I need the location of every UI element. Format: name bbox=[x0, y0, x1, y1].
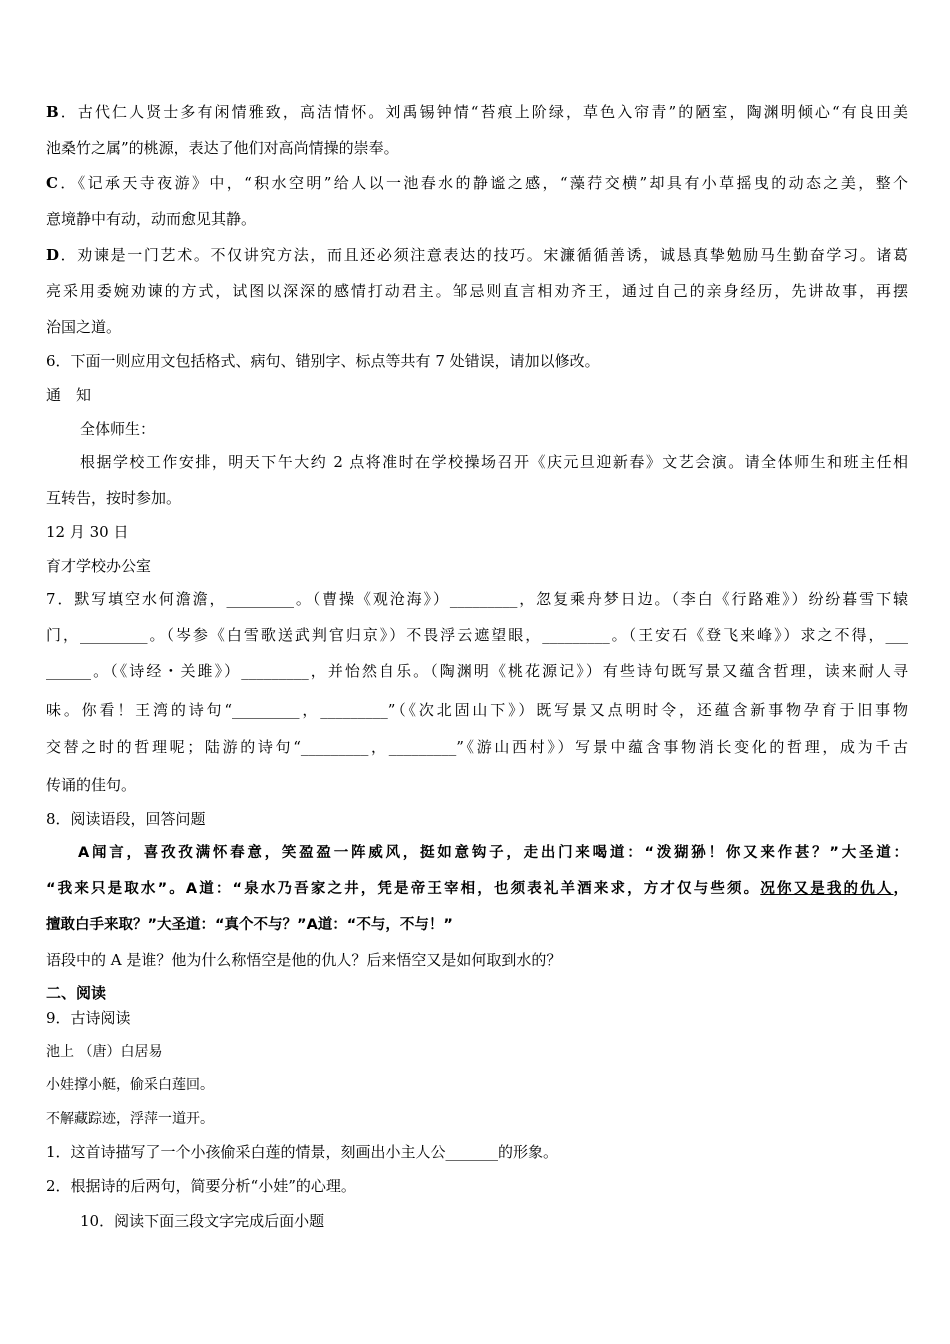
notice-body-line-1: 根据学校工作安排，明天下午大约 2 点将准时在学校操场召开《庆元旦迎新春》文艺会演。请全体师生和班主任相 bbox=[80, 453, 908, 471]
q8-passage-line-3: 擅敢白手来取？”大圣道：“真个不与？”A道：“不与，不与！” bbox=[46, 917, 453, 933]
q9-sub-question-1: 1．这首诗描写了一个小孩偷采白莲的情景，刻画出小主人公_______的形象。 bbox=[46, 1143, 559, 1161]
q7-line-6: 传诵的佳句。 bbox=[46, 776, 137, 794]
q8-passage-line-2 bbox=[46, 879, 908, 899]
notice-salutation: 全体师生： bbox=[80, 420, 156, 438]
q8-prompt: 8．阅读语段，回答问题 bbox=[46, 810, 206, 828]
q8-passage-line-2-end: ， bbox=[893, 881, 908, 897]
option-d-line-3: 治国之道。 bbox=[46, 318, 122, 336]
section-2-heading: 二、阅读 bbox=[46, 984, 107, 1002]
q8-question: 语段中的 A 是谁？他为什么称悟空是他的仇人？后来悟空又是如何取到水的？ bbox=[46, 951, 562, 969]
q7-line-5: 交替之时的哲理呢；陆游的诗句“_________，_________”《游山西村》）写景中蕴含事物消长变化的哲理，成为千古 bbox=[46, 738, 908, 756]
q7-line-1: 7．默写填空水何澹澹，_________。（曹操《观沧海》）_________，忽复乘舟梦日边。（李白《行路难》）纷纷暮雪下辕 bbox=[46, 590, 908, 608]
notice-signature: 育才学校办公室 bbox=[46, 557, 152, 575]
notice-body-line-2: 互转告，按时参加。 bbox=[46, 489, 182, 507]
q8-passage-line-2-start: “我来只是取水”。A道：“泉水乃吾家之井，凭是帝王宰相，也须表礼羊酒来求，方才仅与些须。 bbox=[46, 881, 761, 897]
option-c-line-2: 意境静中有动，动而愈见其静。 bbox=[46, 210, 257, 228]
poem-title: 池上 （唐）白居易 bbox=[46, 1044, 163, 1060]
q9-sub-question-2: 2．根据诗的后两句，简要分析“小娃”的心理。 bbox=[46, 1177, 356, 1195]
notice-date: 12 月 30 日 bbox=[46, 523, 129, 541]
option-b-letter: B bbox=[46, 103, 59, 121]
q7-line-3: ______。（《诗经・关雎》）_________，并怡然自乐。（陶渊明《桃花源记》）有些诗句既写景又蕴含哲理，读来耐人寻 bbox=[46, 662, 908, 680]
option-b-line-1 bbox=[46, 102, 908, 122]
underlined-phrase: 况你又是我的仇人 bbox=[760, 881, 894, 897]
option-d-text: ．劝谏是一门艺术。不仅讲究方法，而且还必须注意表达的技巧。宋濂循循善诱，诚恳真挚勉励马生勤奋学习。诸葛 bbox=[59, 246, 908, 264]
option-d-line-2: 亮采用委婉劝谏的方式，试图以深深的感情打动君主。邹忌则直言相劝齐王，通过自己的亲身经历，先讲故事，再摆 bbox=[46, 282, 908, 300]
option-b-line-2: 池桑竹之属”的桃源，表达了他们对高尚情操的崇奉。 bbox=[46, 139, 399, 157]
option-b-text: ．古代仁人贤士多有闲情雅致，高洁情怀。刘禹锡钟情“苔痕上阶绿，草色入帘青”的陋室，陶渊明倾心“有良田美 bbox=[58, 103, 908, 121]
option-d-letter: D bbox=[46, 246, 60, 264]
option-d-line-1 bbox=[46, 245, 908, 265]
poem-line-2: 不解藏踪迹，浮萍一道开。 bbox=[46, 1111, 214, 1127]
option-c-letter: C bbox=[46, 174, 58, 192]
q6-prompt: 6．下面一则应用文包括格式、病句、错别字、标点等共有 7 处错误，请加以修改。 bbox=[46, 352, 600, 370]
q10-prompt: 10．阅读下面三段文字完成后面小题 bbox=[80, 1212, 325, 1230]
q7-line-4: 味。你看！王湾的诗句“_________，_________”（《次北固山下》）既写景又点明时令，还蕴含新事物孕育于旧事物 bbox=[46, 701, 908, 719]
q9-prompt: 9．古诗阅读 bbox=[46, 1009, 131, 1027]
option-c-line-1 bbox=[46, 173, 908, 193]
notice-title: 通 知 bbox=[46, 386, 92, 404]
poem-line-1: 小娃撑小艇，偷采白莲回。 bbox=[46, 1077, 214, 1093]
option-c-text: ．《记承天寺夜游》中，“积水空明”给人以一池春水的静谧之感，“藻荇交横”却具有小草摇曳的动态之美，整个 bbox=[57, 174, 908, 192]
q8-passage-line-1: A闻言，喜孜孜满怀春意，笑盈盈一阵威风，挺如意钩子，走出门来喝道：“泼猢狲！你又来作甚？”大圣道： bbox=[78, 845, 908, 861]
q7-line-2: 门，_________。（岑参《白雪歌送武判官归京》）不畏浮云遮望眼，_________。（王安石《登飞来峰》）求之不得，___ bbox=[46, 626, 908, 644]
